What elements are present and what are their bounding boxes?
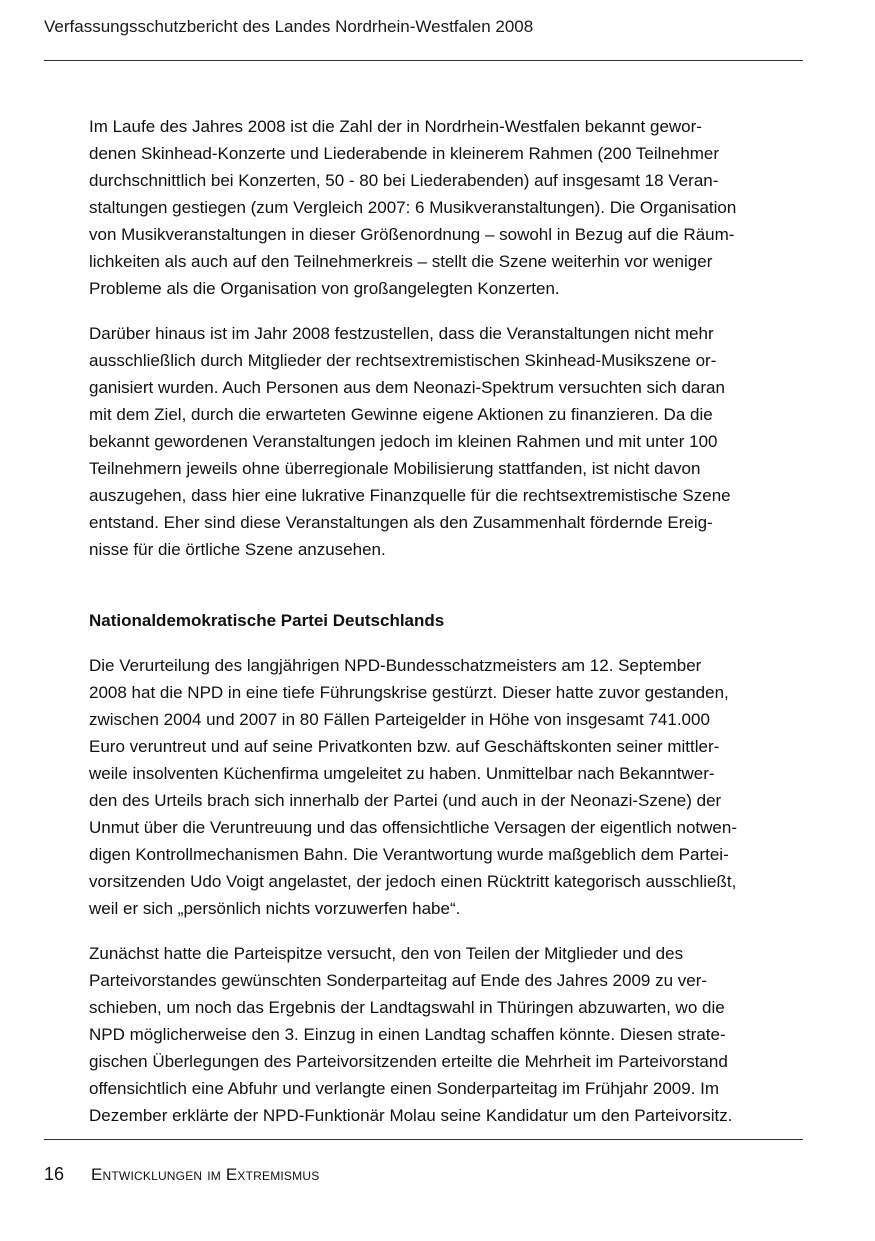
header-divider xyxy=(44,60,803,61)
text-line: lichkeiten als auch auf den Teilnehmerkreis – stellt die Szene weiterhin vor weniger xyxy=(89,252,713,271)
text-line: entstand. Eher sind diese Veranstaltungen als den Zusammenhalt fördernde Ereig- xyxy=(89,513,713,532)
text-line: Dezember erklärte der NPD-Funktionär Molau seine Kandidatur um den Parteivorsitz. xyxy=(89,1106,733,1125)
paragraph xyxy=(89,113,805,302)
paragraph xyxy=(89,940,805,1129)
text-line: digen Kontrollmechanismen Bahn. Die Verantwortung wurde maßgeblich dem Partei- xyxy=(89,845,729,864)
text-line: mit dem Ziel, durch die erwarteten Gewinne eigene Aktionen zu finanzieren. Da die xyxy=(89,405,713,424)
paragraph xyxy=(89,652,805,922)
text-line: Darüber hinaus ist im Jahr 2008 festzustellen, dass die Veranstaltungen nicht mehr xyxy=(89,324,714,343)
text-line: 2008 hat die NPD in eine tiefe Führungskrise gestürzt. Dieser hatte zuvor gestanden, xyxy=(89,683,729,702)
text-line: Im Laufe des Jahres 2008 ist die Zahl der in Nordrhein-Westfalen bekannt gewor- xyxy=(89,117,702,136)
paragraphs-before-heading xyxy=(89,113,805,563)
page-number: 16 xyxy=(44,1164,65,1184)
text-line: nisse für die örtliche Szene anzusehen. xyxy=(89,540,386,559)
text-line: durchschnittlich bei Konzerten, 50 - 80 bei Liederabenden) auf insgesamt 18 Veran- xyxy=(89,171,719,190)
text-line: Unmut über die Veruntreuung und das offensichtliche Versagen der eigentlich notwen- xyxy=(89,818,738,837)
text-line: bekannt gewordenen Veranstaltungen jedoch im kleinen Rahmen und mit unter 100 xyxy=(89,432,718,451)
text-line: staltungen gestiegen (zum Vergleich 2007: 6 Musikveranstaltungen). Die Organisation xyxy=(89,198,737,217)
text-line: Euro veruntreut und auf seine Privatkonten bzw. auf Geschäftskonten seiner mittler- xyxy=(89,737,720,756)
document-body xyxy=(89,113,805,1147)
section-heading: Nationaldemokratische Partei Deutschlands xyxy=(89,611,445,630)
text-line: Zunächst hatte die Parteispitze versucht, den von Teilen der Mitglieder und des xyxy=(89,944,684,963)
paragraph xyxy=(89,320,805,563)
text-line: ausschließlich durch Mitglieder der rechtsextremistischen Skinhead-Musikszene or- xyxy=(89,351,717,370)
text-line: ganisiert wurden. Auch Personen aus dem Neonazi-Spektrum versuchten sich daran xyxy=(89,378,725,397)
text-line: vorsitzenden Udo Voigt angelastet, der jedoch einen Rücktritt kategorisch ausschließt, xyxy=(89,872,737,891)
text-line: den des Urteils brach sich innerhalb der Partei (und auch in der Neonazi-Szene) der xyxy=(89,791,722,810)
text-line: zwischen 2004 und 2007 in 80 Fällen Parteigelder in Höhe von insgesamt 741.000 xyxy=(89,710,710,729)
text-line: NPD möglicherweise den 3. Einzug in einen Landtag schaffen könnte. Diesen strate- xyxy=(89,1025,726,1044)
text-line: schieben, um noch das Ergebnis der Landtagswahl in Thüringen abzuwarten, wo die xyxy=(89,998,725,1017)
text-line: Parteivorstandes gewünschten Sonderparteitag auf Ende des Jahres 2009 zu ver- xyxy=(89,971,708,990)
paragraphs-after-heading xyxy=(89,652,805,1129)
text-line: Teilnehmern jeweils ohne überregionale Mobilisierung stattfanden, ist nicht davon xyxy=(89,459,701,478)
chapter-title: Entwicklungen im Extremismus xyxy=(91,1165,320,1184)
text-line: weil er sich „persönlich nichts vorzuwerfen habe“. xyxy=(89,899,461,918)
running-header-title: Verfassungsschutzbericht des Landes Nordrhein-Westfalen 2008 xyxy=(44,17,534,36)
text-line: denen Skinhead-Konzerte und Liederabende in kleinerem Rahmen (200 Teilnehmer xyxy=(89,144,720,163)
text-line: Probleme als die Organisation von großangelegten Konzerten. xyxy=(89,279,560,298)
text-line: Die Verurteilung des langjährigen NPD-Bundesschatzmeisters am 12. September xyxy=(89,656,702,675)
footer-divider xyxy=(44,1139,803,1140)
text-line: gischen Überlegungen des Parteivorsitzenden erteilte die Mehrheit im Parteivorstand xyxy=(89,1052,728,1071)
text-line: weile insolventen Küchenfirma umgeleitet zu haben. Unmittelbar nach Bekanntwer- xyxy=(89,764,715,783)
text-line: offensichtlich eine Abfuhr und verlangte einen Sonderparteitag im Frühjahr 2009. Im xyxy=(89,1079,720,1098)
text-line: von Musikveranstaltungen in dieser Größenordnung – sowohl in Bezug auf die Räum- xyxy=(89,225,735,244)
text-line: auszugehen, dass hier eine lukrative Finanzquelle für die rechtsextremistische Szene xyxy=(89,486,731,505)
